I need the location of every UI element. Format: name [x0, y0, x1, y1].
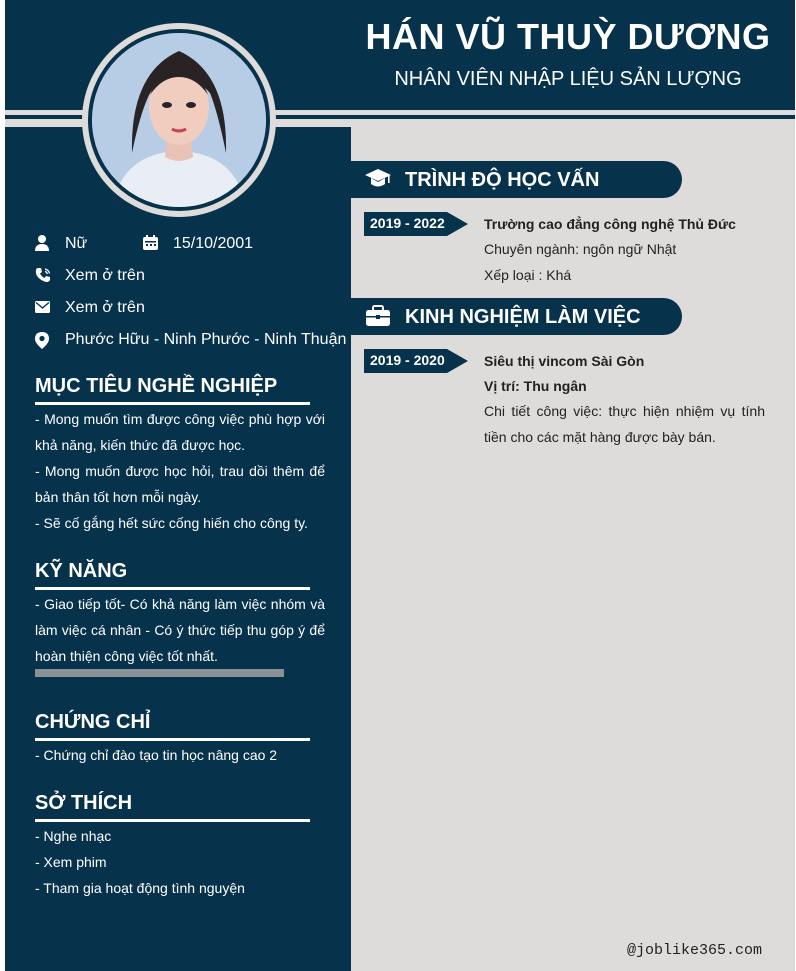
education-heading: TRÌNH ĐỘ HỌC VẤN — [405, 169, 600, 191]
objective-item: - Mong muốn được học hỏi, trau dồi thêm để bản thân tốt hơn mỗi ngày. — [35, 463, 325, 505]
address-value: Phước Hữu - Ninh Phước - Ninh Thuận — [65, 331, 347, 348]
experience-period: 2019 - 2020 — [370, 352, 445, 368]
experience-company: Siêu thị vincom Sài Gòn — [484, 353, 645, 369]
hobbies-list — [35, 823, 325, 901]
skills-underline — [35, 587, 310, 590]
objective-item: - Sẽ cố gắng hết sức cống hiến cho công ty. — [35, 515, 308, 531]
hobbies-underline — [35, 819, 310, 822]
education-grade: Xếp loại : Khá — [484, 267, 572, 283]
briefcase-icon — [365, 303, 391, 334]
certificates-underline — [35, 738, 310, 741]
objective-item: - Mong muốn tìm được công việc phù hợp với khả năng, kiến thức đã được học. — [35, 411, 325, 453]
education-school: Trường cao đẳng công nghệ Thủ Đức — [484, 216, 736, 232]
cv-page — [5, 0, 795, 971]
job-title: NHÂN VIÊN NHẬP LIỆU SẢN LƯỢNG — [394, 68, 742, 90]
objective-heading: MỤC TIÊU NGHỀ NGHIỆP — [35, 375, 278, 397]
skill-level-bar — [35, 669, 284, 677]
calendar-icon — [143, 235, 159, 251]
skills-text: - Giao tiếp tốt- Có khả năng làm việc nhóm và làm việc cá nhân - Có ý thức tiếp thu góp ý để hoàn thiện công việc tốt nhất. — [35, 596, 325, 664]
watermark: @joblike365.com — [627, 942, 763, 959]
experience-detail: Chi tiết công việc: thực hiện nhiệm vụ tính tiền cho các mặt hàng được bày bán. — [484, 403, 765, 445]
skills-heading: KỸ NĂNG — [35, 560, 128, 582]
education-header — [351, 161, 682, 198]
experience-position: Vị trí: Thu ngân — [484, 378, 587, 394]
objective-underline — [35, 402, 310, 405]
hobby-item: - Tham gia hoạt động tình nguyện — [35, 880, 245, 896]
candidate-name: HÁN VŨ THUỲ DƯƠNG — [365, 16, 771, 57]
gender-value: Nữ — [65, 235, 88, 252]
birthday-value: 15/10/2001 — [173, 235, 254, 252]
experience-heading: KINH NGHIỆM LÀM VIỆC — [405, 306, 641, 328]
certificate-item: - Chứng chỉ đào tạo tin học nâng cao 2 — [35, 747, 278, 763]
experience-date-tag — [364, 349, 469, 373]
hobby-item: - Nghe nhạc — [35, 828, 112, 844]
certificates-list — [35, 742, 325, 768]
hobby-item: - Xem phim — [35, 854, 107, 870]
phone-icon — [35, 267, 51, 283]
certificates-heading: CHỨNG CHỈ — [35, 711, 151, 733]
graduation-cap-icon — [365, 166, 391, 197]
email-icon — [35, 300, 51, 316]
experience-header — [351, 298, 682, 335]
education-period: 2019 - 2022 — [370, 215, 445, 231]
email-value: Xem ở trên — [65, 299, 145, 316]
education-major: Chuyên ngành: ngôn ngữ Nhật — [484, 241, 677, 257]
hobbies-heading: SỞ THÍCH — [35, 792, 133, 814]
location-icon — [35, 332, 51, 348]
education-date-tag — [364, 212, 469, 236]
user-icon — [35, 235, 51, 251]
objective-list — [35, 406, 325, 536]
phone-value: Xem ở trên — [65, 267, 145, 284]
avatar — [92, 33, 266, 207]
